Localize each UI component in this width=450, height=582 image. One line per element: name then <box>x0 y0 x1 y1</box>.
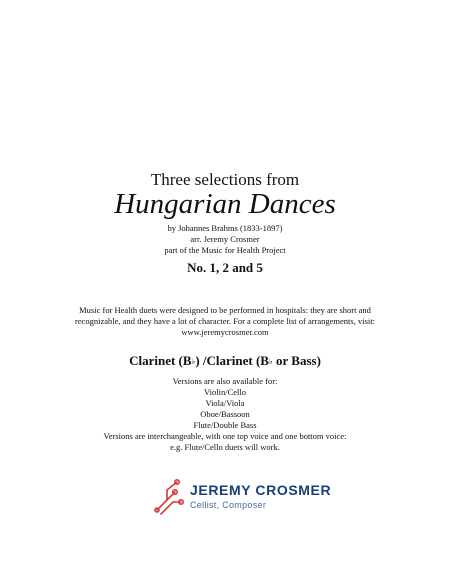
flat-sign-icon: ♭ <box>191 357 196 366</box>
composer-credit: by Johannes Brahms (1833-1897) <box>167 223 283 233</box>
version-item: Viola/Viola <box>205 398 245 408</box>
version-item: Flute/Double Bass <box>193 420 257 430</box>
pre-title: Three selections from <box>150 170 300 189</box>
logo-tagline: Cellist, Composer <box>190 500 267 510</box>
flat-sign-icon: ♭ <box>268 357 273 366</box>
arranger-credit: arr. Jeremy Crosmer <box>190 234 260 244</box>
versions-example: e.g. Flute/Cello duets will work. <box>170 442 280 452</box>
byline <box>0 223 450 256</box>
dance-numbers: No. 1, 2 and 5 <box>187 260 263 275</box>
version-item: Oboe/Bassoon <box>200 409 250 419</box>
versions-section <box>0 376 450 453</box>
instrument-part-1: Clarinet (B <box>129 353 192 368</box>
versions-intro: Versions are also available for: <box>172 376 278 386</box>
instrumentation-heading <box>0 353 450 369</box>
project-credit: part of the Music for Health Project <box>164 245 286 255</box>
music-circuit-logo-icon <box>153 478 185 518</box>
logo-name: JEREMY CROSMER <box>190 482 332 498</box>
version-item: Violin/Cello <box>204 387 246 397</box>
publisher-logo <box>153 478 332 518</box>
page-title: Hungarian Dances <box>114 188 336 220</box>
instrument-part-3: or Bass) <box>272 353 321 368</box>
instrument-part-2: ) /Clarinet (B <box>195 353 269 368</box>
versions-note: Versions are interchangeable, with one top voice and one bottom voice: <box>103 431 347 441</box>
description-paragraph: Music for Health duets were designed to be performed in hospitals: they are short and recognizable, and they have a lot of character. For a complete list of arrangements, visit: www.jeremycrosmer.com <box>75 305 375 337</box>
